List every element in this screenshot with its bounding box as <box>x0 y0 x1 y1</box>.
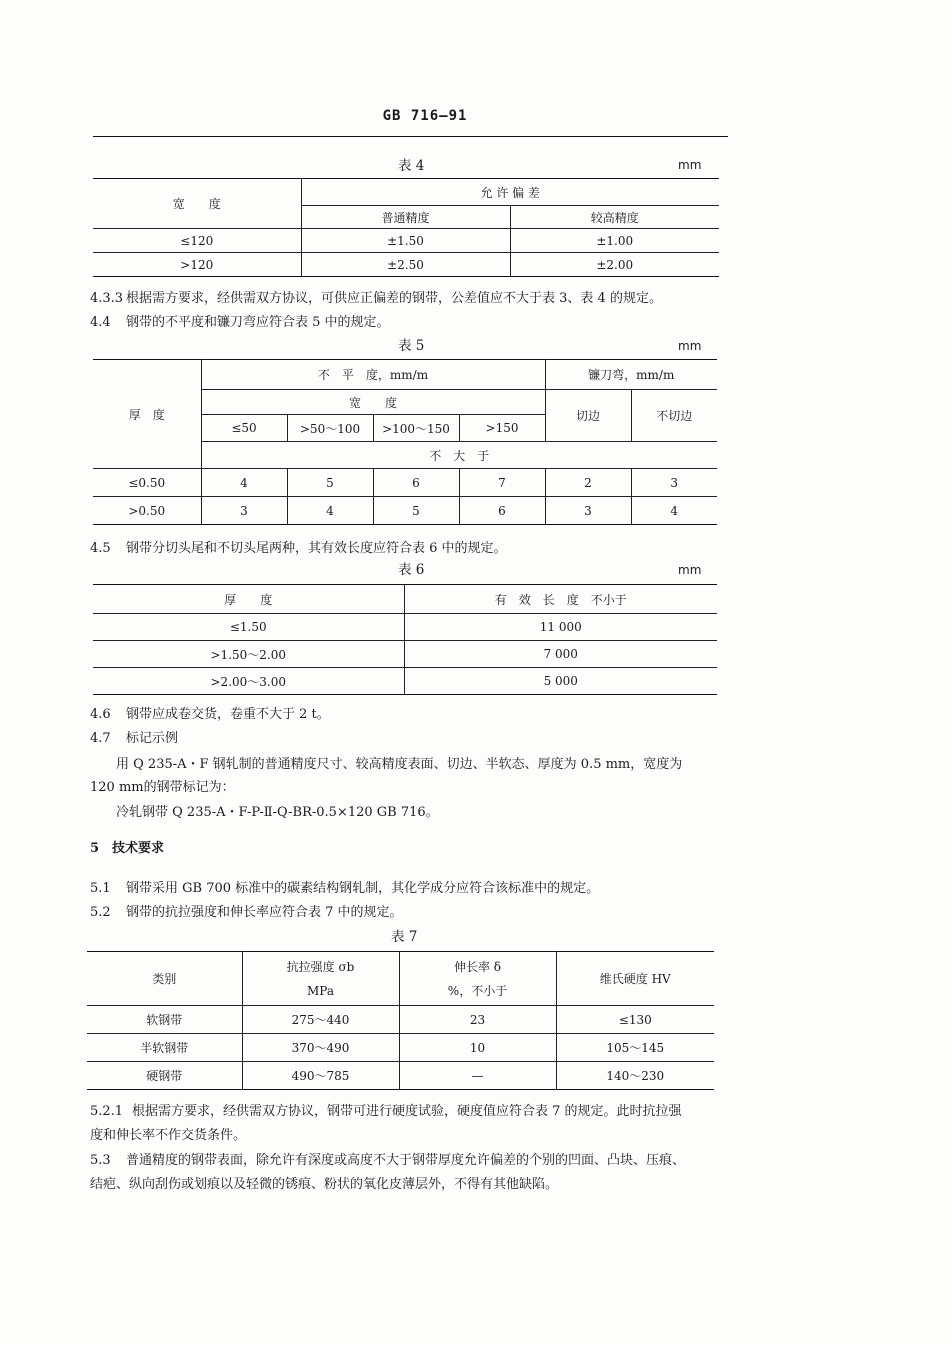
table7 <box>87 951 714 1090</box>
section-5-heading <box>90 837 164 856</box>
table5-width-range: >150 <box>459 415 545 442</box>
paragraph-text: 钢带分切头尾和不切头尾两种，其有效长度应符合表 6 中的规定。 <box>126 541 507 556</box>
table7-tensile-label: 抗拉强度 σb <box>286 959 355 974</box>
table7-cell: 硬钢带 <box>87 1062 242 1090</box>
table5-header-cut: 切边 <box>545 390 631 442</box>
table5-cell: 2 <box>545 469 631 497</box>
paragraph-5-1 <box>90 877 599 896</box>
document-code: GB 716—91 <box>382 108 468 124</box>
paragraph-text: 标记示例 <box>126 731 179 746</box>
paragraph-5-2-1 <box>90 1100 682 1119</box>
table5-cell: 6 <box>373 469 459 497</box>
table5-header-uncut: 不切边 <box>631 390 717 442</box>
table7-tensile-unit: MPa <box>307 983 334 998</box>
table5-cell: 5 <box>287 469 373 497</box>
table6-cell: 7 000 <box>404 641 717 668</box>
table4-header-width: 宽 度 <box>93 179 301 229</box>
example-line-2: 120 mm的钢带标记为： <box>90 780 235 795</box>
table6-header-thickness: 厚 度 <box>93 585 404 614</box>
table6-unit: mm <box>678 563 702 577</box>
table5-header-flatness: 不 平 度，mm/m <box>201 360 545 390</box>
table5-unit: mm <box>678 339 702 353</box>
table7-elongation-label: 伸长率 δ <box>453 959 502 974</box>
paragraph-text: 钢带的抗拉强度和伸长率应符合表 7 中的规定。 <box>126 905 403 920</box>
paragraph-4-3-3 <box>90 287 662 306</box>
table7-cell: 23 <box>399 1006 556 1034</box>
table7-cell: 10 <box>399 1034 556 1062</box>
table-row <box>93 641 717 668</box>
table7-cell: 半软钢带 <box>87 1034 242 1062</box>
table5-cell: 4 <box>201 469 287 497</box>
table-row <box>87 1006 714 1034</box>
table4-cell: ±1.00 <box>510 229 719 253</box>
table7-cell: 370～490 <box>242 1034 399 1062</box>
paragraph-4-7 <box>90 727 178 746</box>
table4 <box>93 178 719 277</box>
table5-cell: 6 <box>459 497 545 525</box>
paragraph-text: 钢带应成卷交货，卷重不大于 2 t。 <box>126 707 330 722</box>
table7-header-elongation <box>399 952 556 1006</box>
paragraph-4-6 <box>90 703 330 722</box>
section-number: 4.6 <box>90 707 111 722</box>
table7-cell: 140～230 <box>556 1062 714 1090</box>
example-marking: 冷轧钢带 Q 235-A・F-P-Ⅱ-Q-BR-0.5×120 GB 716。 <box>116 805 439 820</box>
table5-cell: ≤0.50 <box>93 469 201 497</box>
section-number: 5.1 <box>90 881 111 896</box>
table7-cell: 105～145 <box>556 1034 714 1062</box>
table6 <box>93 584 717 695</box>
paragraph-5-3 <box>90 1149 685 1168</box>
table-row <box>87 1062 714 1090</box>
table5-cell: 4 <box>631 497 717 525</box>
table5-width-range: >50～100 <box>287 415 373 442</box>
table-row <box>93 668 717 695</box>
table5-cell: 3 <box>545 497 631 525</box>
table5-cell: 3 <box>201 497 287 525</box>
paragraph-text: 根据需方要求，经供需双方协议，钢带可进行硬度试验，硬度值应符合表 7 的规定。此时抗拉强 <box>132 1104 682 1119</box>
table-row <box>93 253 719 277</box>
table4-cell: ±2.00 <box>510 253 719 277</box>
table7-header-category: 类别 <box>87 952 242 1006</box>
table6-cell: 11 000 <box>404 614 717 641</box>
paragraph-text: 根据需方要求，经供需双方协议，可供应正偏差的钢带，公差值应不大于表 3、表 4 的规定。 <box>126 291 662 306</box>
table6-caption: 表 6 <box>398 562 425 578</box>
table5 <box>93 359 717 525</box>
paragraph-4-5 <box>90 537 507 556</box>
table-row <box>87 1034 714 1062</box>
table4-header-tolerance: 允 许 偏 差 <box>301 179 719 206</box>
table-row <box>93 497 717 525</box>
table4-cell: >120 <box>93 253 301 277</box>
paragraph-text: 钢带采用 GB 700 标准中的碳素结构钢轧制，其化学成分应符合该标准中的规定。 <box>126 881 600 896</box>
table5-width-range: ≤50 <box>201 415 287 442</box>
table5-cell: 5 <box>373 497 459 525</box>
table7-caption: 表 7 <box>391 929 418 945</box>
table4-cell: ≤120 <box>93 229 301 253</box>
table6-cell: >1.50～2.00 <box>93 641 404 668</box>
table7-header-hardness: 维氏硬度 HV <box>556 952 714 1006</box>
paragraph-text: 钢带的不平度和镰刀弯应符合表 5 中的规定。 <box>126 315 390 330</box>
table4-header-high: 较高精度 <box>510 206 719 229</box>
table4-cell: ±1.50 <box>301 229 510 253</box>
table6-header-length: 有 效 长 度 不小于 <box>404 585 717 614</box>
table5-cell: 3 <box>631 469 717 497</box>
table5-cell: 4 <box>287 497 373 525</box>
table7-elongation-unit: %，不小于 <box>447 983 508 998</box>
table5-caption: 表 5 <box>398 338 425 354</box>
header-rule <box>93 136 728 137</box>
paragraph-5-2 <box>90 901 403 920</box>
table5-cell: 7 <box>459 469 545 497</box>
table5-cell: >0.50 <box>93 497 201 525</box>
table4-caption: 表 4 <box>398 158 425 174</box>
table7-cell: 软钢带 <box>87 1006 242 1034</box>
table7-cell: 490～785 <box>242 1062 399 1090</box>
table6-cell: >2.00～3.00 <box>93 668 404 695</box>
table4-cell: ±2.50 <box>301 253 510 277</box>
table7-header-tensile <box>242 952 399 1006</box>
table7-cell: — <box>399 1062 556 1090</box>
table5-header-thickness: 厚 度 <box>93 360 201 469</box>
section-number: 4.3.3 <box>90 291 124 306</box>
section-number: 4.5 <box>90 541 111 556</box>
section-number: 4.4 <box>90 315 111 330</box>
table4-header-normal: 普通精度 <box>301 206 510 229</box>
table-row <box>93 229 719 253</box>
table5-header-camber: 镰刀弯，mm/m <box>545 360 717 390</box>
paragraph-5-3-cont: 结疤、纵向刮伤或划痕以及轻微的锈痕、粉状的氧化皮薄层外，不得有其他缺陷。 <box>90 1177 559 1192</box>
table7-cell: ≤130 <box>556 1006 714 1034</box>
section-number: 5 <box>90 841 100 856</box>
paragraph-4-4 <box>90 311 390 330</box>
paragraph-5-2-1-cont: 度和伸长率不作交货条件。 <box>90 1128 247 1143</box>
section-number: 5.2 <box>90 905 111 920</box>
section-number: 4.7 <box>90 731 111 746</box>
table6-cell: ≤1.50 <box>93 614 404 641</box>
section-title: 技术要求 <box>112 841 165 856</box>
example-line-1: 用 Q 235-A・F 钢轧制的普通精度尺寸、较高精度表面、切边、半软态、厚度为 0.5 mm，宽度为 <box>116 757 683 772</box>
table-row <box>93 469 717 497</box>
section-number: 5.2.1 <box>90 1104 124 1119</box>
paragraph-text: 普通精度的钢带表面，除允许有深度或高度不大于钢带厚度允许偏差的个别的凹面、凸块、压痕、 <box>126 1153 686 1168</box>
table6-cell: 5 000 <box>404 668 717 695</box>
section-number: 5.3 <box>90 1153 111 1168</box>
table-row <box>93 614 717 641</box>
table7-cell: 275～440 <box>242 1006 399 1034</box>
table5-width-range: >100～150 <box>373 415 459 442</box>
table5-not-greater: 不 大 于 <box>201 442 717 469</box>
table4-unit: mm <box>678 158 702 172</box>
table5-header-width: 宽 度 <box>201 390 545 415</box>
